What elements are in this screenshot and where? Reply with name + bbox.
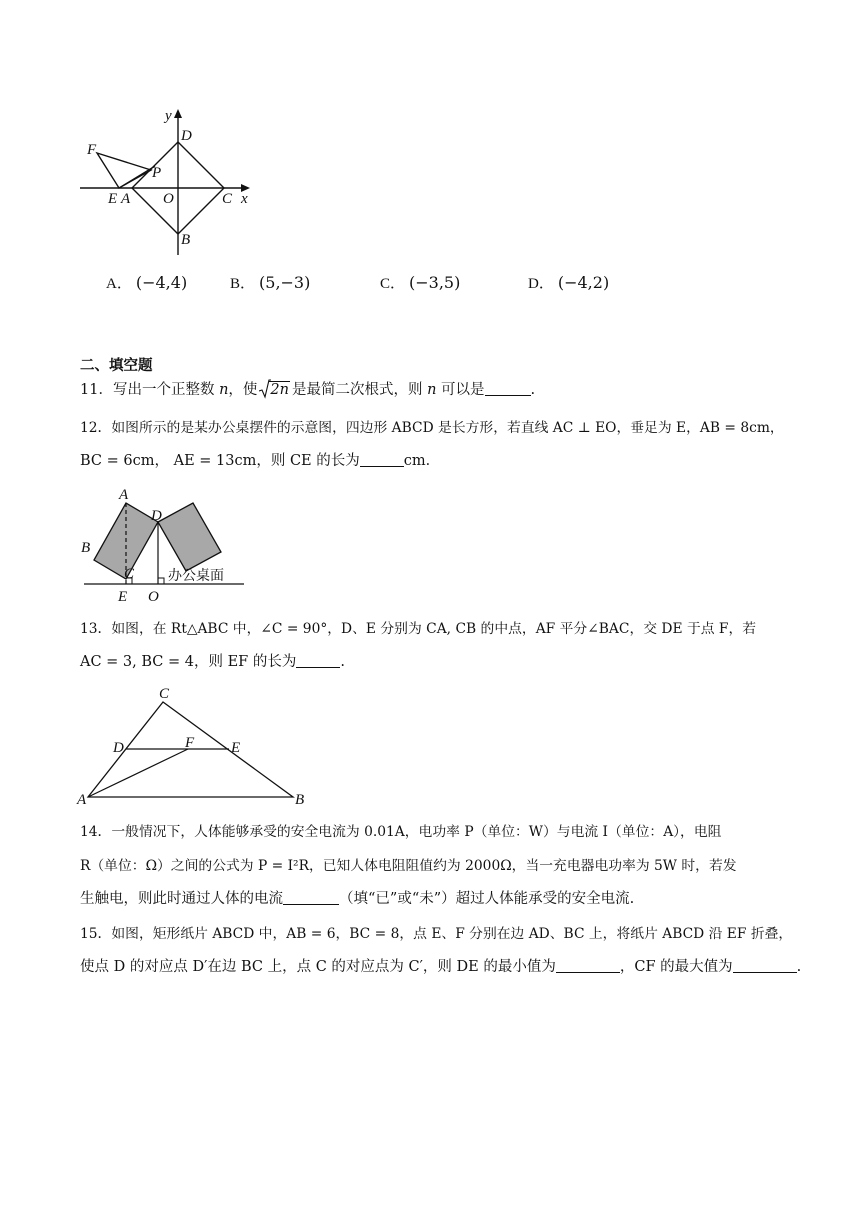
question-15-line2 — [80, 957, 801, 977]
q13-line2-text: AC = 3, BC = 4，则 EF 的长为 — [80, 654, 297, 670]
q11-text-b: ，使 — [228, 382, 258, 398]
tri-label-b: B — [295, 792, 305, 806]
label-f: F — [87, 142, 97, 158]
segment-af — [88, 749, 188, 797]
question-14-line1: 14．一般情况下，人体能够承受的安全电流为 0.01A，电功率 P（单位：W）与电流 I（单位：A），电阻 — [80, 824, 722, 840]
q11-var-n2: n — [427, 382, 437, 398]
tri-label-e: E — [231, 740, 241, 756]
question-13-line1: 13．如图，在 Rt△ABC 中，∠C = 90°，D、E 分别为 CA, CB 的中点，AF 平分∠BAC，交 DE 于点 F，若 — [80, 621, 757, 637]
q12-line2-text: BC = 6cm， AE = 13cm，则 CE 的长为 — [80, 453, 360, 469]
question-14-line3 — [80, 889, 634, 909]
triangle-figure — [74, 682, 314, 806]
desk-label-o: O — [148, 589, 159, 605]
q15-line2-c: . — [796, 959, 802, 975]
desk-label-d: D — [151, 508, 162, 524]
q11-text-c: 是最简二次根式，则 — [291, 382, 428, 398]
desk-label-c: C — [124, 566, 135, 582]
q11-text-a: 写出一个正整数 — [112, 382, 220, 398]
y-axis-arrow — [174, 109, 182, 118]
option-a-letter: A． — [106, 276, 132, 292]
tri-label-a: A — [77, 792, 87, 806]
q13-answer-blank[interactable] — [296, 653, 340, 668]
option-a-value: (−4,4) — [135, 273, 188, 292]
desk-figure — [76, 484, 256, 608]
q15-line2-b: ，CF 的最大值为 — [619, 959, 733, 975]
label-p: P — [152, 165, 162, 181]
option-d-letter: D． — [528, 276, 554, 292]
label-d: D — [181, 128, 192, 144]
question-12-line1: 12．如图所示的是某办公桌摆件的示意图，四边形 ABCD 是长方形，若直线 AC ⊥ EO，垂足为 E，AB = 8cm， — [80, 420, 784, 436]
section-title: 二、填空题 — [80, 358, 153, 374]
q14-answer-blank[interactable] — [283, 890, 339, 905]
label-b: B — [181, 232, 191, 248]
option-c-value: (−3,5) — [409, 273, 461, 292]
rect-right — [158, 503, 221, 571]
q11-var-n: n — [219, 382, 229, 398]
option-c[interactable] — [380, 272, 460, 293]
q12-answer-blank[interactable] — [360, 452, 404, 467]
question-12-line2 — [80, 451, 440, 471]
q15-line2-a: 使点 D 的对应点 D′在边 BC 上，点 C 的对应点为 C′，则 DE 的最小值为 — [80, 959, 556, 975]
q15-answer-blank-1[interactable] — [556, 958, 620, 973]
label-a: A — [121, 191, 131, 207]
q12-unit: cm． — [403, 453, 441, 469]
q11-sqrt — [259, 380, 290, 400]
q11-answer-blank[interactable] — [485, 381, 531, 396]
option-a[interactable] — [106, 272, 187, 293]
option-c-letter: C． — [380, 276, 406, 292]
desk-surface-label: 办公桌面 — [168, 568, 224, 584]
radical-sign-icon — [259, 379, 271, 399]
q11-number: 11． — [80, 382, 113, 398]
triangle-efp — [97, 153, 151, 188]
question-14-line2: R（单位：Ω）之间的公式为 P = I²R，已知人体电阻阻值约为 2000Ω，当一充电器电功率为 5W 时，若发 — [80, 858, 737, 874]
right-angle-o — [158, 578, 164, 584]
option-b-value: (5,−3) — [259, 273, 311, 292]
q11-text-d: 可以是 — [436, 382, 485, 398]
q14-line3-a: 生触电，则此时通过人体的电流 — [80, 891, 283, 907]
option-d[interactable] — [528, 272, 609, 293]
label-o: O — [163, 191, 174, 207]
desk-label-e: E — [118, 589, 128, 605]
tri-label-c: C — [159, 686, 170, 702]
desk-label-b: B — [81, 540, 91, 556]
q11-end: . — [530, 382, 536, 398]
q11-sqrt-arg: 2n — [270, 382, 289, 398]
desk-label-a: A — [119, 487, 129, 503]
label-e: E — [108, 191, 118, 207]
option-d-value: (−4,2) — [557, 273, 610, 292]
label-x: x — [241, 191, 248, 207]
question-15-line1: 15．如图，矩形纸片 ABCD 中，AB = 6，BC = 8，点 E、F 分别在边 AD、BC 上，将纸片 ABCD 沿 EF 折叠， — [80, 926, 793, 942]
label-c: C — [222, 191, 233, 207]
q14-line3-b: （填“已”或“未”）超过人体能承受的安全电流. — [339, 891, 635, 907]
coordinate-figure — [76, 104, 266, 262]
q13-end: . — [340, 654, 345, 670]
tri-label-f: F — [185, 735, 195, 751]
question-11 — [80, 380, 535, 400]
option-b[interactable] — [230, 272, 310, 293]
segment-ep — [119, 166, 155, 188]
question-13-line2 — [80, 652, 345, 672]
label-y: y — [165, 108, 172, 124]
q15-answer-blank-2[interactable] — [733, 958, 797, 973]
option-b-letter: B． — [230, 276, 256, 292]
tri-label-d: D — [113, 740, 124, 756]
